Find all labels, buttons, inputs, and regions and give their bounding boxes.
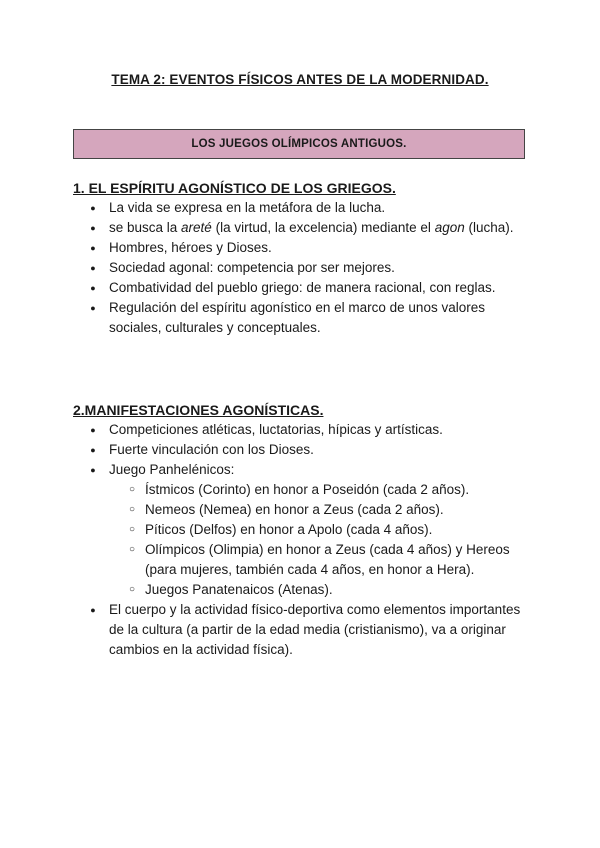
section-2-list xyxy=(73,420,533,660)
term-arete: areté xyxy=(181,220,212,235)
section-1-heading: 1. EL ESPÍRITU AGONÍSTICO DE LOS GRIEGOS. xyxy=(73,180,396,196)
bullet-icon: ● xyxy=(90,605,96,615)
circle-bullet-icon: ○ xyxy=(128,544,136,555)
bullet-icon: ● xyxy=(90,465,96,475)
list-item: ● Juego Panhelénicos: ○ Ístmicos (Corinto) en honor a Poseidón (cada 2 años). ○ Nemeos (Nemea) en honor a Zeus (cada 2 años). ○ Píticos (Delfos) en honor a Apolo (cada 4 años). ○ Olímpicos (Olimpia) en honor a Zeus (cada 4 años) y Hereos (para mujeres, también cada 4 años, en honor a Hera). ○ Juegos Panatenaicos (Atenas). xyxy=(73,460,533,600)
bullet-icon: ● xyxy=(90,283,96,293)
list-item: ● Sociedad agonal: competencia por ser mejores. xyxy=(73,258,533,278)
bullet-icon: ● xyxy=(90,263,96,273)
bullet-icon: ● xyxy=(90,223,96,233)
list-item: ● Hombres, héroes y Dioses. xyxy=(73,238,533,258)
list-item: ● Fuerte vinculación con los Dioses. xyxy=(73,440,533,460)
list-item: ● se busca la areté (la virtud, la excelencia) mediante el agon (lucha). xyxy=(73,218,533,238)
bullet-icon: ● xyxy=(90,203,96,213)
bullet-icon: ● xyxy=(90,445,96,455)
sub-list-item: ○ Nemeos (Nemea) en honor a Zeus (cada 2 años). xyxy=(73,500,533,520)
term-agon: agon xyxy=(434,220,465,235)
list-item: ● El cuerpo y la actividad físico-deportiva como elementos importantes de la cultura (a partir de la edad media (cristianismo), va a originar cambios en la actividad física). xyxy=(73,600,533,660)
bullet-icon: ● xyxy=(90,243,96,253)
banner-text: LOS JUEGOS OLÍMPICOS ANTIGUOS. xyxy=(191,138,407,150)
circle-bullet-icon: ○ xyxy=(128,524,136,535)
panhellenic-games-list xyxy=(109,480,533,600)
circle-bullet-icon: ○ xyxy=(128,484,136,495)
circle-bullet-icon: ○ xyxy=(128,504,136,515)
sub-list-item: ○ Juegos Panatenaicos (Atenas). xyxy=(73,580,533,600)
document-title: TEMA 2: EVENTOS FÍSICOS ANTES DE LA MODERNIDAD. xyxy=(111,72,489,87)
section-1-list xyxy=(73,198,533,338)
list-item: ● Combatividad del pueblo griego: de manera racional, con reglas. xyxy=(73,278,533,298)
circle-bullet-icon: ○ xyxy=(128,584,136,595)
list-item: ● La vida se expresa en la metáfora de la lucha. xyxy=(73,198,533,218)
sub-list-item: ○ Píticos (Delfos) en honor a Apolo (cada 4 años). xyxy=(73,520,533,540)
list-item: ● Competiciones atléticas, luctatorias, hípicas y artísticas. xyxy=(73,420,533,440)
section-banner xyxy=(73,129,525,159)
sub-list-item: ○ Olímpicos (Olimpia) en honor a Zeus (cada 4 años) y Hereos (para mujeres, también cada 4 años, en honor a Hera). xyxy=(128,542,510,577)
section-agonistic-spirit xyxy=(73,178,533,338)
bullet-icon: ● xyxy=(90,425,96,435)
list-item: ● Regulación del espíritu agonístico en el marco de unos valores sociales, culturales y conceptuales. xyxy=(73,298,533,338)
section-2-heading: 2.MANIFESTACIONES AGONÍSTICAS. xyxy=(73,402,324,418)
bullet-icon: ● xyxy=(90,303,96,313)
sub-list-item: ○ Ístmicos (Corinto) en honor a Poseidón (cada 2 años). xyxy=(73,480,533,500)
section-agonistic-manifestations xyxy=(73,400,533,660)
